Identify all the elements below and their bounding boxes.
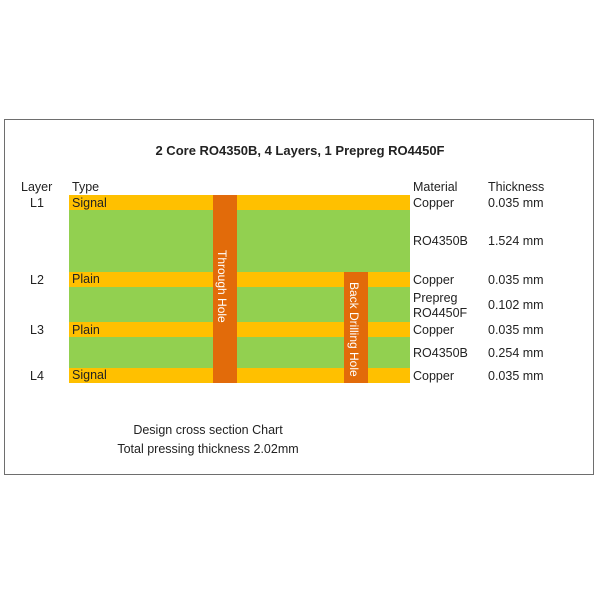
material-l1: Copper [413,196,454,210]
material-core-1: RO4350B [413,234,468,248]
diagram-title: 2 Core RO4350B, 4 Layers, 1 Prepreg RO4450F [155,143,445,158]
header-thickness: Thickness [488,180,545,194]
layer-id-l1: L1 [30,196,44,210]
material-core-2: RO4350B [413,346,468,360]
core-band-1 [69,210,410,272]
header-type: Type [72,180,100,194]
thickness-l4: 0.035 mm [488,369,544,383]
material-l4: Copper [413,369,454,383]
layer-type-l4: Signal [72,368,107,382]
material-l3: Copper [413,323,454,337]
thickness-l1: 0.035 mm [488,196,544,210]
material-prepreg-line2: RO4450F [413,306,468,320]
layer-type-l2: Plain [72,272,100,286]
header-layer: Layer [21,180,53,194]
material-l2: Copper [413,273,454,287]
thickness-l3: 0.035 mm [488,323,544,337]
thickness-core-1: 1.524 mm [488,234,544,248]
through-hole-label: Through Hole [215,250,229,323]
thickness-l2: 0.035 mm [488,273,544,287]
layer-type-l1: Signal [72,196,107,210]
caption-line-1: Design cross section Chart [133,423,283,437]
thickness-prepreg: 0.102 mm [488,298,544,312]
caption-line-2: Total pressing thickness 2.02mm [117,442,299,456]
layer-id-l3: L3 [30,323,44,337]
layer-type-l3: Plain [72,323,100,337]
back-drilling-hole-label: Back Drilling Hole [347,282,361,377]
thickness-core-2: 0.254 mm [488,346,544,360]
header-material: Material [413,180,458,194]
layer-id-l4: L4 [30,369,44,383]
layer-id-l2: L2 [30,273,44,287]
copper-band-l1 [69,195,410,210]
material-prepreg-line1: Prepreg [413,291,458,305]
